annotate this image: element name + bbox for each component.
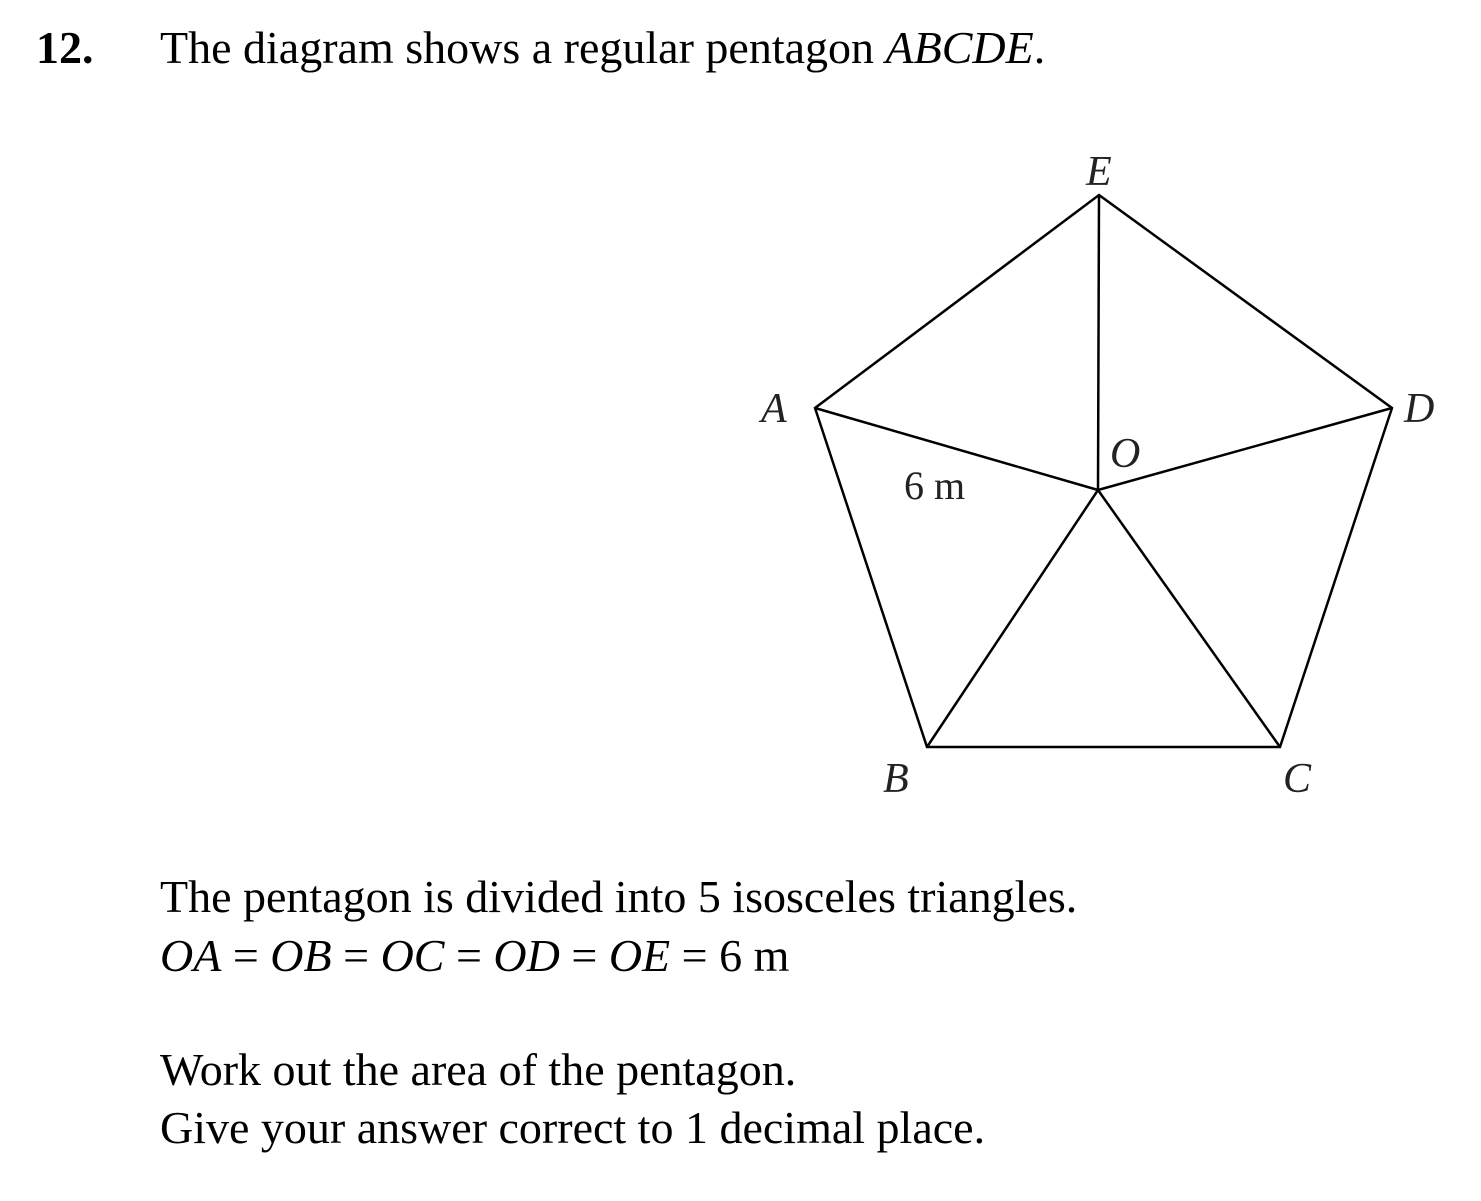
segment-od <box>1098 408 1392 490</box>
vertex-label-b: B <box>883 756 909 802</box>
equals-sign: = <box>444 930 494 981</box>
pentagon-name: ABCDE <box>885 22 1034 73</box>
pentagon-outline <box>815 195 1392 747</box>
equals-sign: = <box>331 930 381 981</box>
segment-name: OD <box>493 930 560 981</box>
intro-prefix: The diagram shows a regular pentagon <box>160 22 886 73</box>
vertex-label-e: E <box>1086 149 1112 195</box>
vertex-label-a: A <box>761 386 787 432</box>
segment-oc <box>1098 490 1280 747</box>
equals-sign: = <box>559 930 609 981</box>
divided-statement: The pentagon is divided into 5 isosceles triangles. <box>160 871 1078 922</box>
question-number: 12. <box>36 22 94 73</box>
segment-length: 6 m <box>719 930 790 981</box>
segment-name: OB <box>270 930 332 981</box>
equals-sign: = <box>221 930 271 981</box>
measurement-label-oa: 6 m <box>904 463 966 508</box>
vertex-label-c: C <box>1283 756 1312 802</box>
intro-suffix: . <box>1033 22 1046 73</box>
equals-sign: = <box>670 930 720 981</box>
instruction-area: Work out the area of the pentagon. <box>160 1044 797 1095</box>
instruction-precision: Give your answer correct to 1 decimal place. <box>160 1102 986 1153</box>
equality-statement <box>160 926 789 986</box>
segment-name: OE <box>608 930 671 981</box>
segment-ob <box>927 490 1098 747</box>
vertex-label-d: D <box>1404 386 1435 432</box>
vertex-label-o: O <box>1110 431 1141 477</box>
segment-oe <box>1098 195 1099 490</box>
segment-name: OC <box>380 930 445 981</box>
segment-name: OA <box>160 930 222 981</box>
